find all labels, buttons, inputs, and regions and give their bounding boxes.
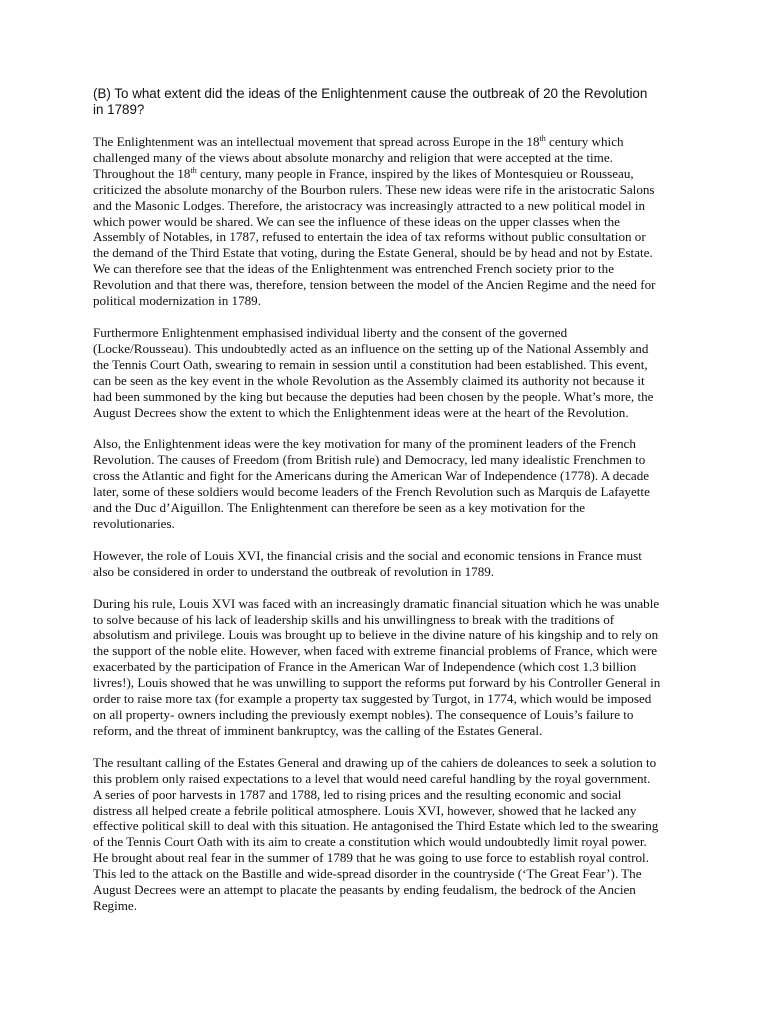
paragraph-1: [93, 134, 661, 309]
superscript-th-1: th: [539, 134, 546, 143]
paragraph-3: Also, the Enlightenment ideas were the key motivation for many of the prominent leaders of the French Revolution. The causes of Freedom (from British rule) and Democracy, led many idealistic Frenchmen to cross the Atlantic and fight for the Americans during the American War of Independence (1778). A decade later, some of these soldiers would become leaders of the French Revolution such as Marquis de Lafayette and the Duc d’Aiguillon. The Enlightenment can therefore be seen as a key motivation for the revolutionaries.: [93, 436, 650, 531]
paragraph-1-part-a: The Enlightenment was an intellectual movement that spread across Europe in the 18: [93, 134, 540, 149]
paragraph-2: Furthermore Enlightenment emphasised individual liberty and the consent of the governed (Locke/Rousseau). This undoubtedly acted as an influence on the setting up of the National Assembly and the Tennis Court Oath, swearing to remain in session until a constitution had been established. This event, can be seen as the key event in the whole Revolution as the Assembly claimed its authority not because it had been summoned by the king but because the deputies had been chosen by the people. What’s more, the August Decrees show the extent to which the Enlightenment ideas were at the heart of the Revolution.: [93, 324, 654, 420]
paragraph-5: During his rule, Louis XVI was faced with an increasingly dramatic financial situation which he was unable to solve because of his lack of leadership skills and his unwillingness to break with the traditions of absolutism and privilege. Louis was brought up to believe in the divine nature of his kingship and to rely on the support of the noble elite. However, when faced with extreme financial problems of France, which were exacerbated by the participation of France in the American War of Independence (which cost 1.3 billion livres!), Louis showed that he was unwilling to support the reforms put forward by his Controller General in order to raise more tax (for example a property tax suggested by Turgot, in 1774, which would be imposed on all property- owners including the previously exempt nobles). The consequence of Louis’s failure to reform, and the threat of imminent bankruptcy, was the calling of the Estates General.: [93, 595, 661, 738]
superscript-th-2: th: [190, 165, 197, 175]
paragraph-4: However, the role of Louis XVI, the financial crisis and the social and economic tensions in France must also be considered in order to understand the outbreak of revolution in 1789.: [93, 547, 642, 579]
paragraph-1-part-b: century which challenged many of the views about absolute monarchy and religion that were accepted at the time. Throughout the 18: [93, 134, 624, 181]
document-page: [93, 86, 661, 930]
paragraph-1-part-c: century, many people in France, inspired by the likes of Montesquieu or Rousseau, criticized the absolute monarchy of the Bourbon rulers. These new ideas were rife in the aristocratic Salons and the Masonic Lodges. Therefore, the aristocracy was increasingly attracted to a new political model in which power would be shared. We can see the influence of these ideas on the upper classes when the Assembly of Notables, in 1787, refused to entertain the idea of tax reforms without public consultation or the demand of the Third Estate that voting, during the Estate General, should be by head and not by Estate. We can therefore see that the ideas of the Enlightenment was entrenched French society prior to the Revolution and that there was, therefore, tension between the model of the Ancien Regime and the need for political modernization in 1789.: [93, 165, 656, 309]
paragraph-6: The resultant calling of the Estates General and drawing up of the cahiers de doleances to seek a solution to this problem only raised expectations to a level that would need careful handling by the royal government. A series of poor harvests in 1787 and 1788, led to rising prices and the resulting economic and social distress all helped create a febrile political atmosphere. Louis XVI, however, showed that he lacked any effective political skill to deal with this situation. He antagonised the Third Estate which led to the swearing of the Tennis Court Oath with its aim to create a constitution which would undoubtedly limit royal power. He brought about real fear in the summer of 1789 that he was going to use force to establish royal control. This led to the attack on the Bastille and wide-spread disorder in the countryside (‘The Great Fear’). The August Decrees were an attempt to placate the peasants by ending feudalism, the bedrock of the Ancien Regime.: [93, 754, 659, 913]
essay-question: (B) To what extent did the ideas of the Enlightenment cause the outbreak of 20 the Revolution in 1789?: [93, 86, 648, 117]
